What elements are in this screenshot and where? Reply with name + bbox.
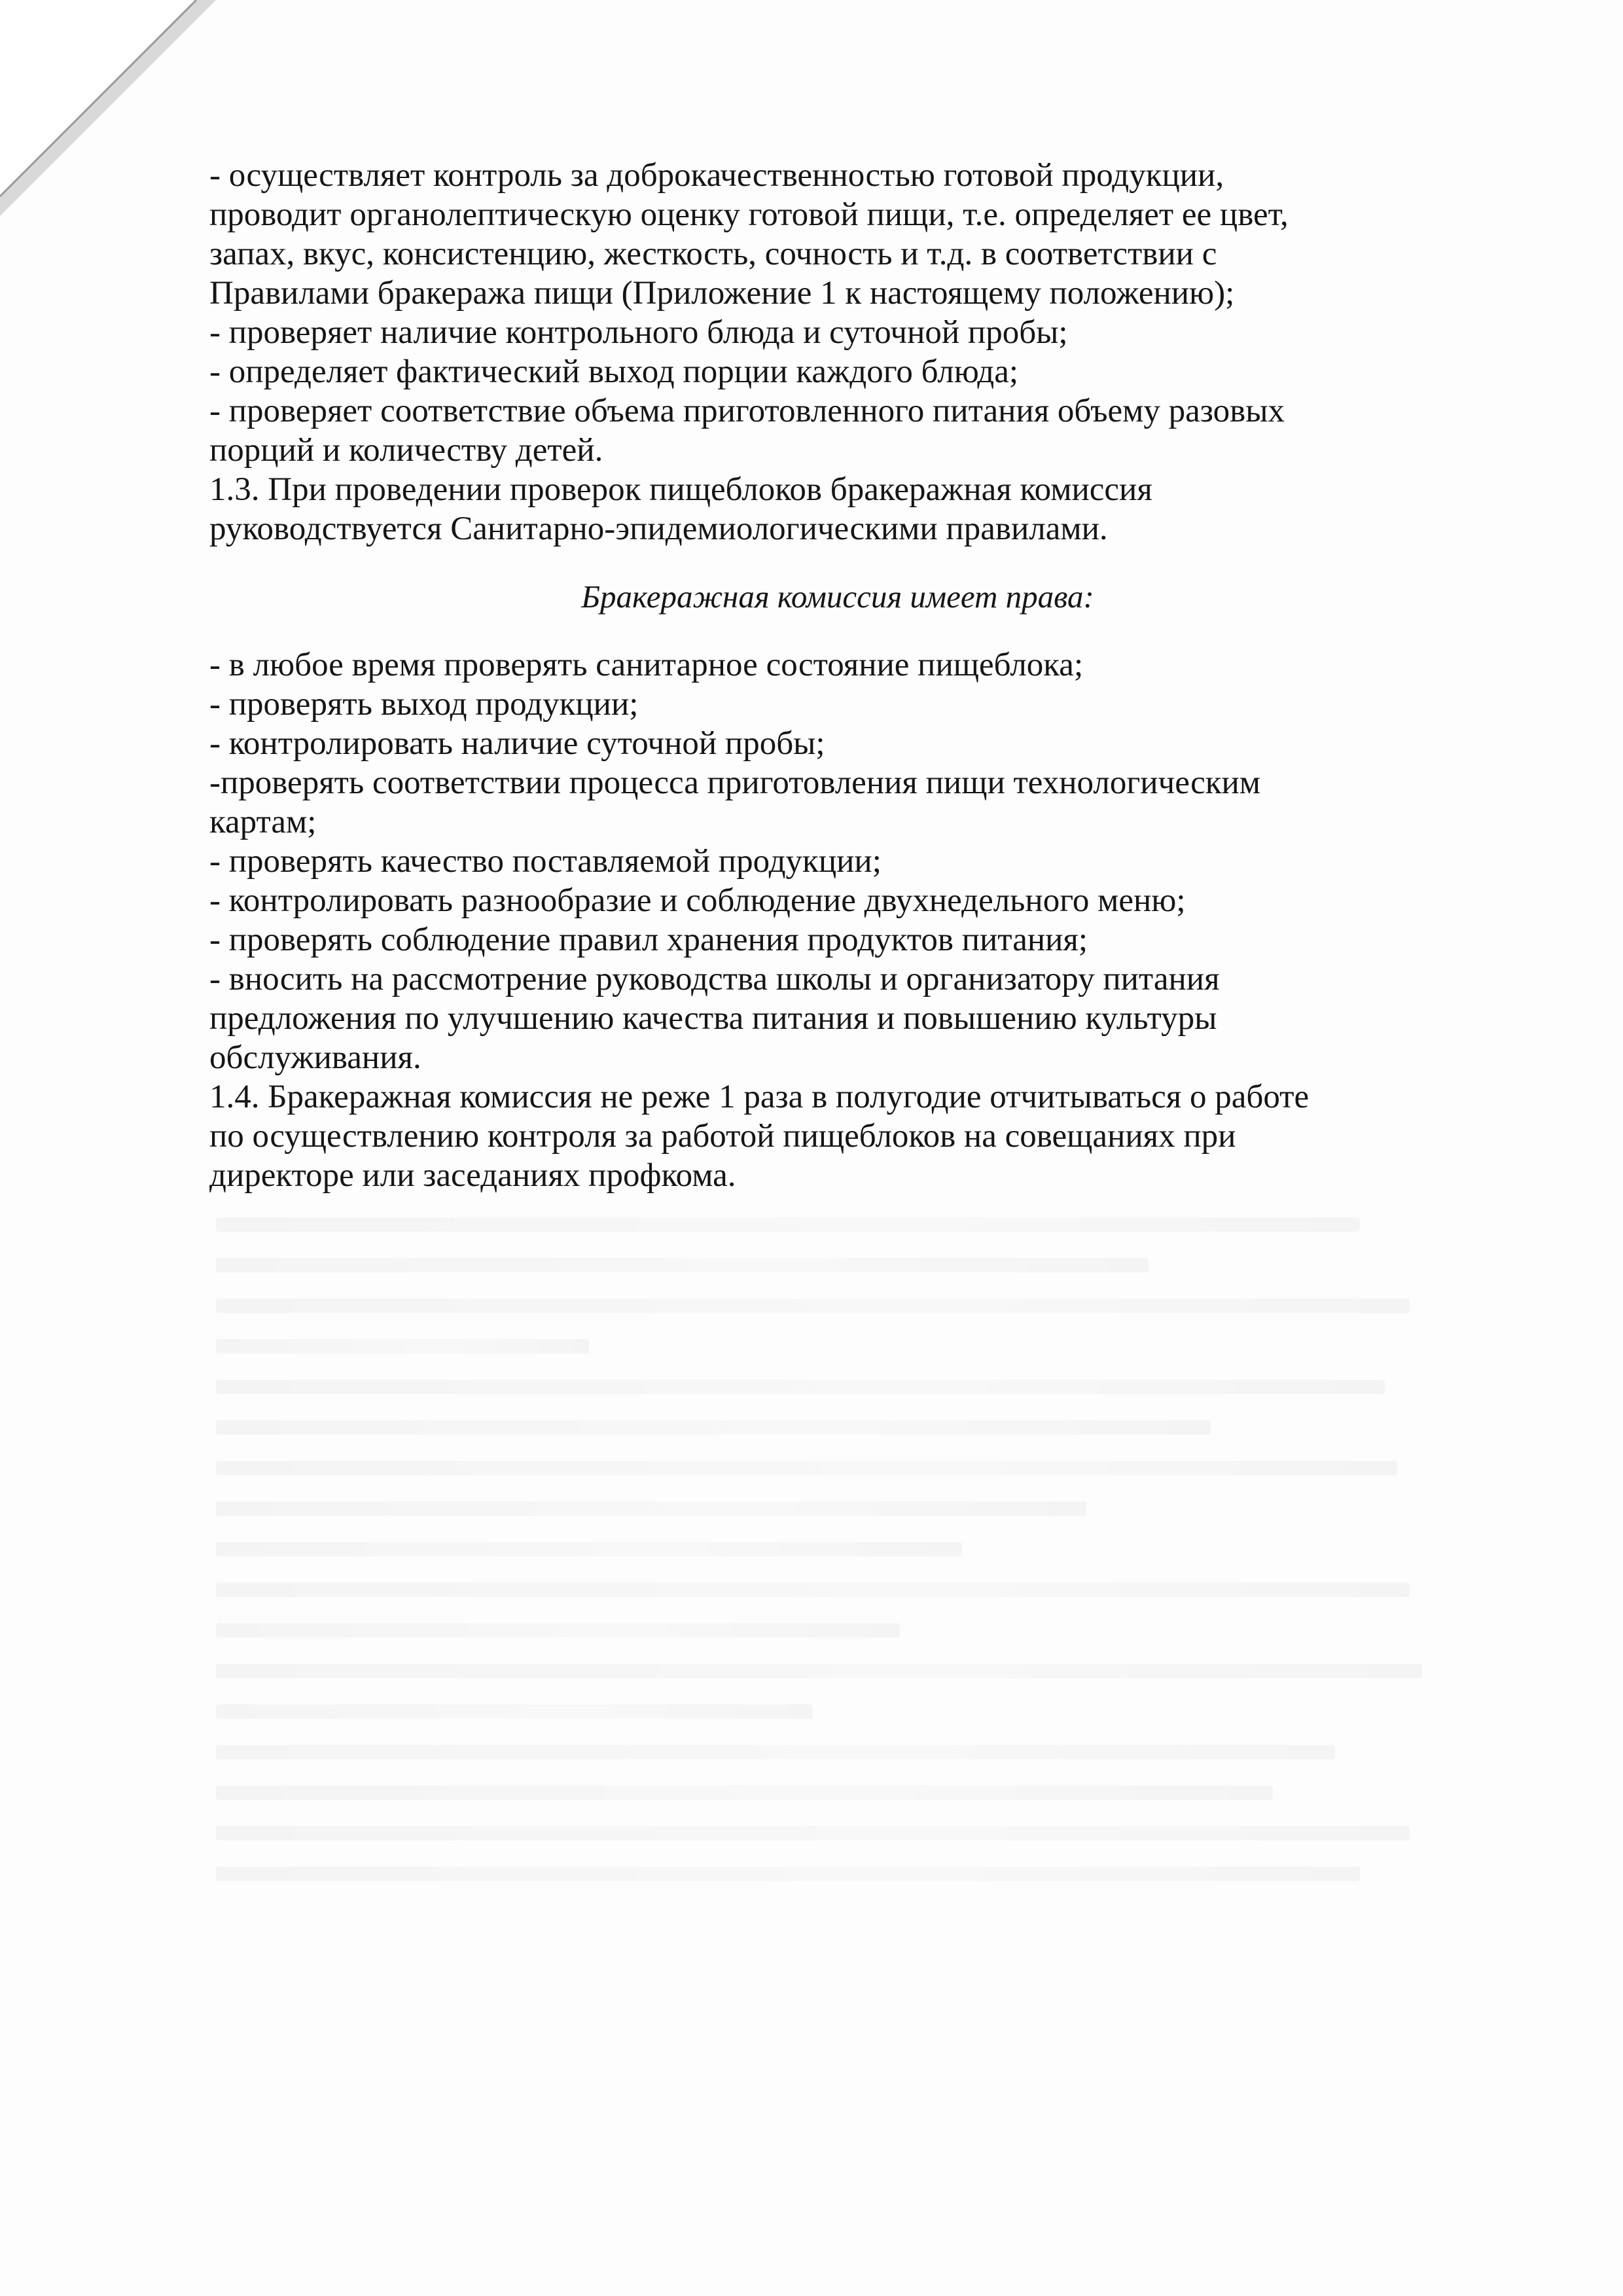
text-line: - контролировать разнообразие и соблюдение двухнедельного меню; bbox=[209, 882, 1186, 919]
text-line: - осуществляет контроль за доброкачественностью готовой продукции, bbox=[209, 157, 1224, 194]
text-line: - в любое время проверять санитарное состояние пищеблока; bbox=[209, 647, 1084, 683]
text-line: Правилами бракеража пищи (Приложение 1 к настоящему положению); bbox=[209, 275, 1235, 312]
text-line: 1.3. При проведении проверок пищеблоков бракеражная комиссия bbox=[209, 471, 1152, 508]
text-line: - проверять соблюдение правил хранения продуктов питания; bbox=[209, 922, 1088, 958]
document-body bbox=[209, 156, 1466, 1195]
text-line: порций и количеству детей. bbox=[209, 432, 603, 469]
text-line: директоре или заседаниях профкома. bbox=[209, 1157, 736, 1194]
text-line: - проверяет наличие контрольного блюда и суточной пробы; bbox=[209, 314, 1068, 351]
text-line: по осуществлению контроля за работой пищеблоков на совещаниях при bbox=[209, 1118, 1236, 1155]
text-line: - контролировать наличие суточной пробы; bbox=[209, 725, 825, 762]
text-line: картам; bbox=[209, 804, 317, 840]
text-line: 1.4. Бракеражная комиссия не реже 1 раза в полугодие отчитываться о работе bbox=[209, 1079, 1310, 1115]
lines-after-heading bbox=[209, 645, 1466, 1195]
text-line: запах, вкус, консистенцию, жесткость, сочность и т.д. в соответствии с bbox=[209, 236, 1217, 272]
text-line: предложения по улучшению качества питания и повышению культуры bbox=[209, 1000, 1217, 1037]
text-line: обслуживания. bbox=[209, 1039, 421, 1076]
section-heading: Бракеражная комиссия имеет права: bbox=[581, 579, 1094, 615]
text-line: - определяет фактический выход порции каждого блюда; bbox=[209, 353, 1019, 390]
text-line: - проверяет соответствие объема приготовленного питания объему разовых bbox=[209, 393, 1285, 429]
text-line: -проверять соответствии процесса приготовления пищи технологическим bbox=[209, 764, 1261, 801]
text-line: проводит органолептическую оценку готовой пищи, т.е. определяет ее цвет, bbox=[209, 196, 1289, 233]
bleed-through-text bbox=[216, 1217, 1459, 2094]
text-line: руководствуется Санитарно-эпидемиологическими правилами. bbox=[209, 511, 1108, 547]
folded-corner bbox=[0, 0, 216, 216]
lines-before-heading bbox=[209, 156, 1466, 548]
text-line: - проверять качество поставляемой продукции; bbox=[209, 843, 882, 880]
text-line: - проверять выход продукции; bbox=[209, 686, 639, 723]
text-line: - вносить на рассмотрение руководства школы и организатору питания bbox=[209, 961, 1220, 997]
